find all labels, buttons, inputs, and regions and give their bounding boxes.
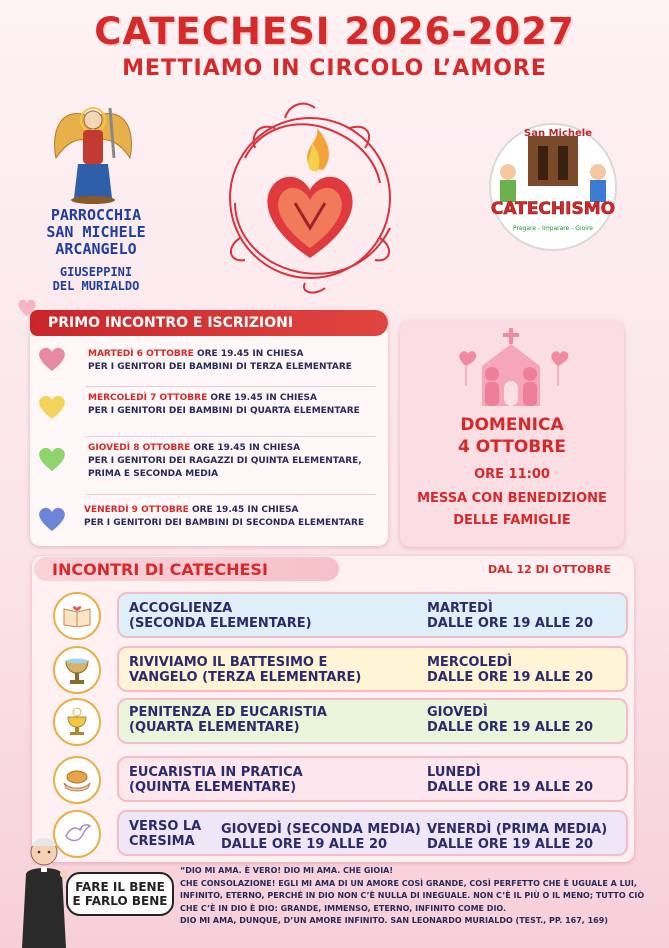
- meeting-day: LUNEDÌ: [427, 765, 481, 780]
- meeting-hours: DALLE ORE 19 ALLE 20: [427, 670, 594, 685]
- divider: [86, 436, 376, 437]
- divider: [86, 386, 376, 387]
- motto-line-1: FARE IL BENE: [75, 880, 165, 894]
- meeting-schedule: [427, 765, 593, 795]
- poster-subtitle: METTIAMO IN CIRCOLO L’AMORE: [122, 56, 547, 81]
- meeting-schedule: [427, 601, 593, 631]
- meeting-row: [117, 756, 628, 802]
- meeting-day: MARTEDÌ: [427, 601, 493, 616]
- sunday-day: DOMENICA: [460, 415, 564, 435]
- pink-heart-icon: [36, 346, 68, 372]
- meeting-day: GIOVEDÌ (SECONDA MEDIA): [221, 822, 421, 837]
- quote-line: CHE CONSOLAZIONE! EGLI MI AMA DI UN AMORE COSÌ GRANDE, COSÌ PERFETTO CHE È UGUALE A LUI,: [180, 878, 637, 888]
- meeting-row: [117, 646, 628, 692]
- family-church-icon: [452, 326, 572, 410]
- parish-sub-line-2: DEL MURIALDO: [52, 279, 140, 293]
- meeting-class: (SECONDA ELEMENTARE): [129, 616, 312, 631]
- meeting-hours: DALLE ORE 19 ALLE 20: [427, 720, 594, 735]
- meeting-schedule: [427, 705, 593, 735]
- meeting-name: PENITENZA ED EUCARISTIA: [129, 705, 327, 720]
- sunday-info: [400, 414, 624, 530]
- registration-where: ORE 19.45 IN CHIESA: [191, 505, 299, 515]
- meeting-hours: DALLE ORE 19 ALLE 20: [427, 780, 594, 795]
- meeting-row: [117, 698, 628, 744]
- meetings-title: INCONTRI DI CATECHESI: [52, 559, 268, 579]
- meeting-group: [129, 765, 303, 795]
- meeting-icon-circle: [53, 698, 101, 746]
- meeting-name: VERSO LA: [129, 819, 202, 834]
- meeting-group: [129, 705, 327, 735]
- registration-when: MARTEDÌ 6 OTTOBRE: [88, 349, 194, 359]
- quote-line: “DIO MI AMA. È VERO! DIO MI AMA. CHE GIOIA!: [180, 866, 394, 875]
- quote-line: INFINITO, ETERNO, PERCHÉ IN DIO NON C’È NULLA DI INEGUALE. NON C’È IL PIÙ O IL MENO; TUTTO CIÒ: [180, 891, 645, 900]
- meeting-class: (QUINTA ELEMENTARE): [129, 780, 297, 795]
- meeting-icon-circle: [53, 592, 101, 640]
- meeting-group: [129, 655, 361, 685]
- meeting-hours: DALLE ORE 19 ALLE 20: [427, 837, 594, 852]
- registration-where: ORE 19.45 IN CHIESA: [193, 443, 301, 453]
- motto-speech-bubble: [66, 872, 174, 916]
- meeting-schedule: [427, 655, 593, 685]
- chalice-icon: [64, 707, 90, 737]
- bread-hand-icon: [62, 768, 92, 792]
- meeting-schedule: [427, 822, 607, 852]
- registration-who-cont: PRIMA E SECONDA MEDIA: [88, 469, 219, 479]
- registration-title: PRIMO INCONTRO E ISCRIZIONI: [48, 315, 294, 331]
- murialdo-quote: [180, 865, 660, 928]
- meetings-start-date: DAL 12 DI OTTOBRE: [488, 563, 612, 576]
- parish-order: [20, 265, 172, 293]
- quote-line: CHE C’È IN DIO È DIO: GRANDE, IMMENSO, ETERNO, INFINITO COME DIO.: [180, 903, 507, 913]
- meeting-class: (QUARTA ELEMENTARE): [129, 720, 300, 735]
- meeting-hours: DALLE ORE 19 ALLE 20: [221, 837, 388, 852]
- catechismo-logo: [488, 122, 618, 252]
- blue-heart-icon: [36, 506, 68, 532]
- registration-who: PER I GENITORI DEI BAMBINI DI TERZA ELEMENTARE: [88, 362, 352, 372]
- archangel-michael-illustration: [48, 98, 138, 206]
- divider: [86, 494, 376, 495]
- sunday-time: ORE 11:00: [474, 467, 550, 482]
- quote-line: DIO MI AMA, DUNQUE, D’UN AMORE INFINITO. SAN LEONARDO MURIALDO (TEST., PP. 167, 169): [180, 916, 608, 925]
- open-book-icon: [62, 605, 92, 627]
- meeting-icon-circle: [53, 756, 101, 804]
- registration-item: [36, 442, 376, 492]
- registration-when: VENERDÌ 9 OTTOBRE: [84, 505, 189, 515]
- parish-line-1: PARROCCHIA: [50, 206, 142, 224]
- meetings-banner: [34, 557, 339, 581]
- meeting-day: MERCOLEDÌ: [427, 655, 513, 670]
- meeting-hours: DALLE ORE 19 ALLE 20: [427, 616, 594, 631]
- baptismal-font-icon: [64, 655, 90, 685]
- registration-item: [36, 392, 376, 432]
- registration-who: PER I GENITORI DEI BAMBINI DI QUARTA ELEMENTARE: [88, 406, 360, 416]
- sunday-desc-2: DELLE FAMIGLIE: [453, 513, 571, 528]
- motto-line-2: E FARLO BENE: [72, 894, 168, 908]
- registration-item: [36, 344, 376, 384]
- meeting-schedule-secondary: [221, 822, 421, 852]
- meeting-name: EUCARISTIA IN PRATICA: [129, 765, 303, 780]
- meeting-day: GIOVEDÌ: [427, 705, 488, 720]
- parish-line-3: ARCANGELO: [55, 240, 137, 258]
- registration-who: PER I GENITORI DEI RAGAZZI DI QUINTA ELEMENTARE,: [88, 456, 362, 466]
- meeting-row: [117, 810, 628, 856]
- green-heart-icon: [36, 446, 68, 472]
- registration-when: MERCOLEDÌ 7 OTTOBRE: [88, 393, 208, 403]
- registration-item: [36, 502, 376, 542]
- logo-motto: Pregare - Imparare - Gioire: [513, 225, 593, 232]
- meeting-group: [129, 601, 312, 631]
- sunday-desc-1: MESSA CON BENEDIZIONE: [417, 491, 607, 506]
- meeting-row: [117, 592, 628, 638]
- parish-sub-line-1: GIUSEPPINI: [59, 265, 133, 279]
- logo-main-text: CATECHISMO: [490, 199, 616, 219]
- meeting-name: ACCOGLIENZA: [129, 601, 233, 616]
- registration-where: ORE 19.45 IN CHIESA: [196, 349, 304, 359]
- priest-illustration: [18, 834, 70, 948]
- meeting-class: CRESIMA: [129, 834, 195, 849]
- parish-name: [20, 207, 172, 258]
- yellow-heart-icon: [36, 394, 68, 420]
- meeting-name: RIVIVIAMO IL BATTESIMO E: [129, 655, 328, 670]
- hands-circle-sacred-heart-illustration: [205, 88, 415, 298]
- logo-top-text: San Michele: [524, 128, 592, 139]
- meeting-class: VANGELO (TERZA ELEMENTARE): [129, 670, 362, 685]
- registration-when: GIOVEDÌ 8 OTTOBRE: [88, 443, 191, 453]
- registration-where: ORE 19.45 IN CHIESA: [210, 393, 317, 403]
- registration-who: PER I GENITORI DEI BAMBINI DI SECONDA ELEMENTARE: [84, 518, 365, 528]
- meeting-group: [129, 819, 201, 849]
- parish-line-2: SAN MICHELE: [46, 223, 146, 241]
- meeting-day: VENERDÌ (PRIMA MEDIA): [427, 822, 608, 837]
- poster-title: CATECHESI 2026-2027: [94, 10, 575, 53]
- registration-banner: [30, 310, 388, 336]
- meeting-icon-circle: [53, 646, 101, 694]
- sunday-date: 4 OTTOBRE: [458, 437, 566, 457]
